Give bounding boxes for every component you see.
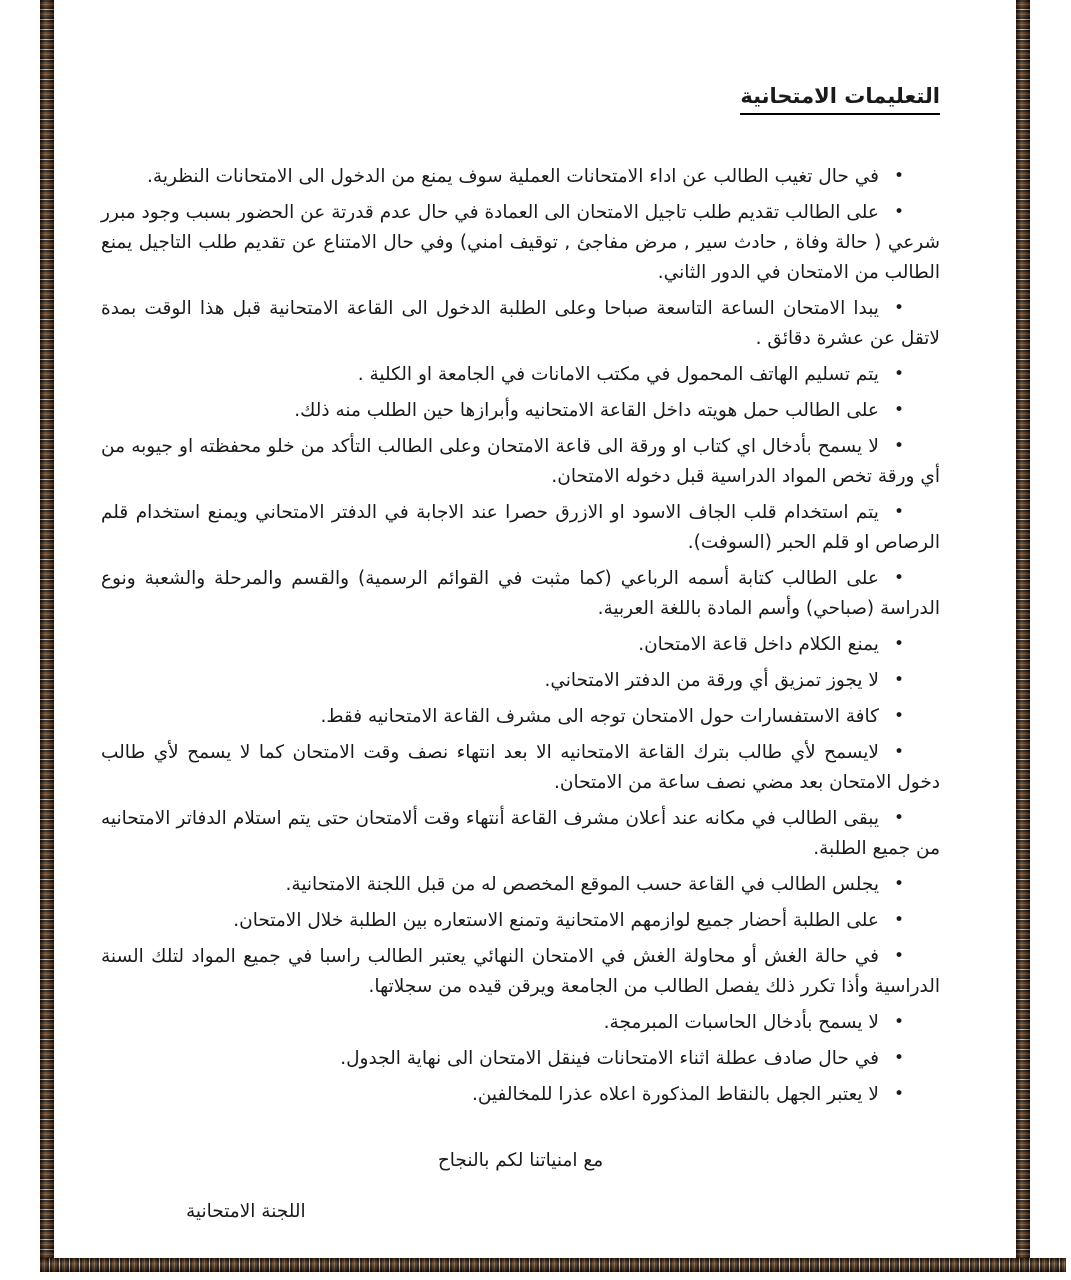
instruction-text: لا يسمح بأدخال اي كتاب او ورقة الى قاعة الامتحان وعلى الطالب التأكد من خلو محفظته او جيوبه من أي ورقة تخص المواد الدراسية قبل دخوله الامتحان.: [101, 436, 940, 487]
bullet-icon: •: [893, 808, 904, 828]
bullet-icon: •: [893, 706, 904, 726]
list-item: [101, 737, 940, 798]
bullet-icon: •: [893, 568, 904, 588]
bullet-icon: •: [893, 202, 904, 222]
bullet-icon: •: [893, 364, 904, 384]
instruction-text: على الطلبة أحضار جميع لوازمهم الامتحانية وتمنع الاستعاره بين الطلبة خلال الامتحان.: [233, 910, 879, 931]
instruction-text: في حال صادف عطلة اثناء الامتحانات فينقل الامتحان الى نهاية الجدول.: [340, 1048, 879, 1069]
instruction-text: على الطالب كتابة أسمه الرباعي (كما مثبت في القوائم الرسمية) والقسم والمرحلة والشعبة ونوع الدراسة (صباحي) وأسم المادة باللغة العربية.: [101, 568, 940, 619]
bullet-icon: •: [893, 298, 904, 318]
instructions-list: [101, 161, 940, 1110]
list-item: [101, 563, 940, 624]
bullet-icon: •: [893, 1012, 904, 1032]
decorative-border-right: [1016, 0, 1030, 1262]
bullet-icon: •: [893, 400, 904, 420]
instruction-text: يمنع الكلام داخل قاعة الامتحان.: [638, 634, 879, 655]
bullet-icon: •: [893, 874, 904, 894]
bullet-icon: •: [893, 1048, 904, 1068]
list-item: [101, 395, 940, 426]
bullet-icon: •: [893, 1084, 904, 1104]
list-item: [101, 1079, 940, 1110]
instruction-text: كافة الاستفسارات حول الامتحان توجه الى مشرف القاعة الامتحانيه فقط.: [320, 706, 879, 727]
instruction-text: يتم تسليم الهاتف المحمول في مكتب الامانات في الجامعة او الكلية .: [357, 364, 879, 385]
instruction-text: على الطالب حمل هويته داخل القاعة الامتحانيه وأبرازها حين الطلب منه ذلك.: [294, 400, 879, 421]
list-item: [101, 629, 940, 660]
list-item: [101, 803, 940, 864]
instruction-text: يتم استخدام قلب الجاف الاسود او الازرق حصرا عند الاجابة في الدفتر الامتحاني ويمنع استخدام قلم الرصاص او قلم الحبر (السوفت).: [101, 502, 940, 553]
list-item: [101, 941, 940, 1002]
instruction-text: في حال تغيب الطالب عن اداء الامتحانات العملية سوف يمنع من الدخول الى الامتحانات النظرية.: [147, 166, 879, 187]
closing-wishes: مع امنياتنا لكم بالنجاح: [437, 1150, 604, 1171]
bullet-icon: •: [893, 166, 904, 186]
instruction-text: في حالة الغش أو محاولة الغش في الامتحان النهائي يعتبر الطالب راسبا في جميع المواد لتلك السنة الدراسية وأذا تكرر ذلك يفصل الطالب من الجامعة ويرقن قيده من سجلاتها.: [101, 946, 940, 997]
bullet-icon: •: [893, 634, 904, 654]
decorative-border-bottom: [40, 1258, 1066, 1272]
decorative-border-left: [40, 0, 54, 1262]
document-content: [56, 0, 1016, 1258]
list-item: [101, 701, 940, 732]
list-item: [101, 1043, 940, 1074]
instruction-text: لا يعتبر الجهل بالنقاط المذكورة اعلاه عذرا للمخالفين.: [471, 1084, 879, 1105]
page-title: التعليمات الامتحانية: [740, 84, 940, 115]
instruction-text: لا يسمح بأدخال الحاسبات المبرمجة.: [603, 1012, 879, 1033]
instruction-text: يجلس الطالب في القاعة حسب الموقع المخصص له من قبل اللجنة الامتحانية.: [285, 874, 879, 895]
list-item: [101, 869, 940, 900]
list-item: [101, 665, 940, 696]
list-item: [101, 431, 940, 492]
instruction-text: على الطالب تقديم طلب تاجيل الامتحان الى العمادة في حال عدم قدرتة عن الحضور بسبب وجود مبرر شرعي ( حالة وفاة , حادث سير , مرض مفاجئ , توقيف امني) وفي حال الامتناع عن تقديم طلب التاجيل يمنع الطالب من الامتحان في الدور الثاني.: [101, 202, 940, 283]
bullet-icon: •: [893, 742, 904, 762]
committee-signature: اللجنة الامتحانية: [186, 1201, 306, 1222]
list-item: [101, 161, 940, 192]
list-item: [101, 1007, 940, 1038]
title-row: [101, 84, 940, 115]
bullet-icon: •: [893, 946, 904, 966]
instruction-text: لايسمح لأي طالب بترك القاعة الامتحانيه الا بعد انتهاء نصف وقت الامتحان كما لا يسمح لأي طالب دخول الامتحان بعد مضي نصف ساعة من الامتحان.: [101, 742, 940, 793]
list-item: [101, 197, 940, 288]
instruction-text: يبقى الطالب في مكانه عند أعلان مشرف القاعة أنتهاء وقت ألامتحان حتى يتم استلام الدفاتر الامتحانيه من جميع الطلبة.: [101, 808, 940, 859]
bullet-icon: •: [893, 910, 904, 930]
bullet-icon: •: [893, 502, 904, 522]
list-item: [101, 359, 940, 390]
instruction-text: لا يجوز تمزيق أي ورقة من الدفتر الامتحاني.: [544, 670, 879, 691]
list-item: [101, 293, 940, 354]
list-item: [101, 905, 940, 936]
bullet-icon: •: [893, 436, 904, 456]
instruction-text: يبدا الامتحان الساعة التاسعة صباحا وعلى الطلبة الدخول الى القاعة الامتحانية قبل هذا الوقت بمدة لاتقل عن عشرة دقائق .: [101, 298, 940, 349]
list-item: [101, 497, 940, 558]
bullet-icon: •: [893, 670, 904, 690]
